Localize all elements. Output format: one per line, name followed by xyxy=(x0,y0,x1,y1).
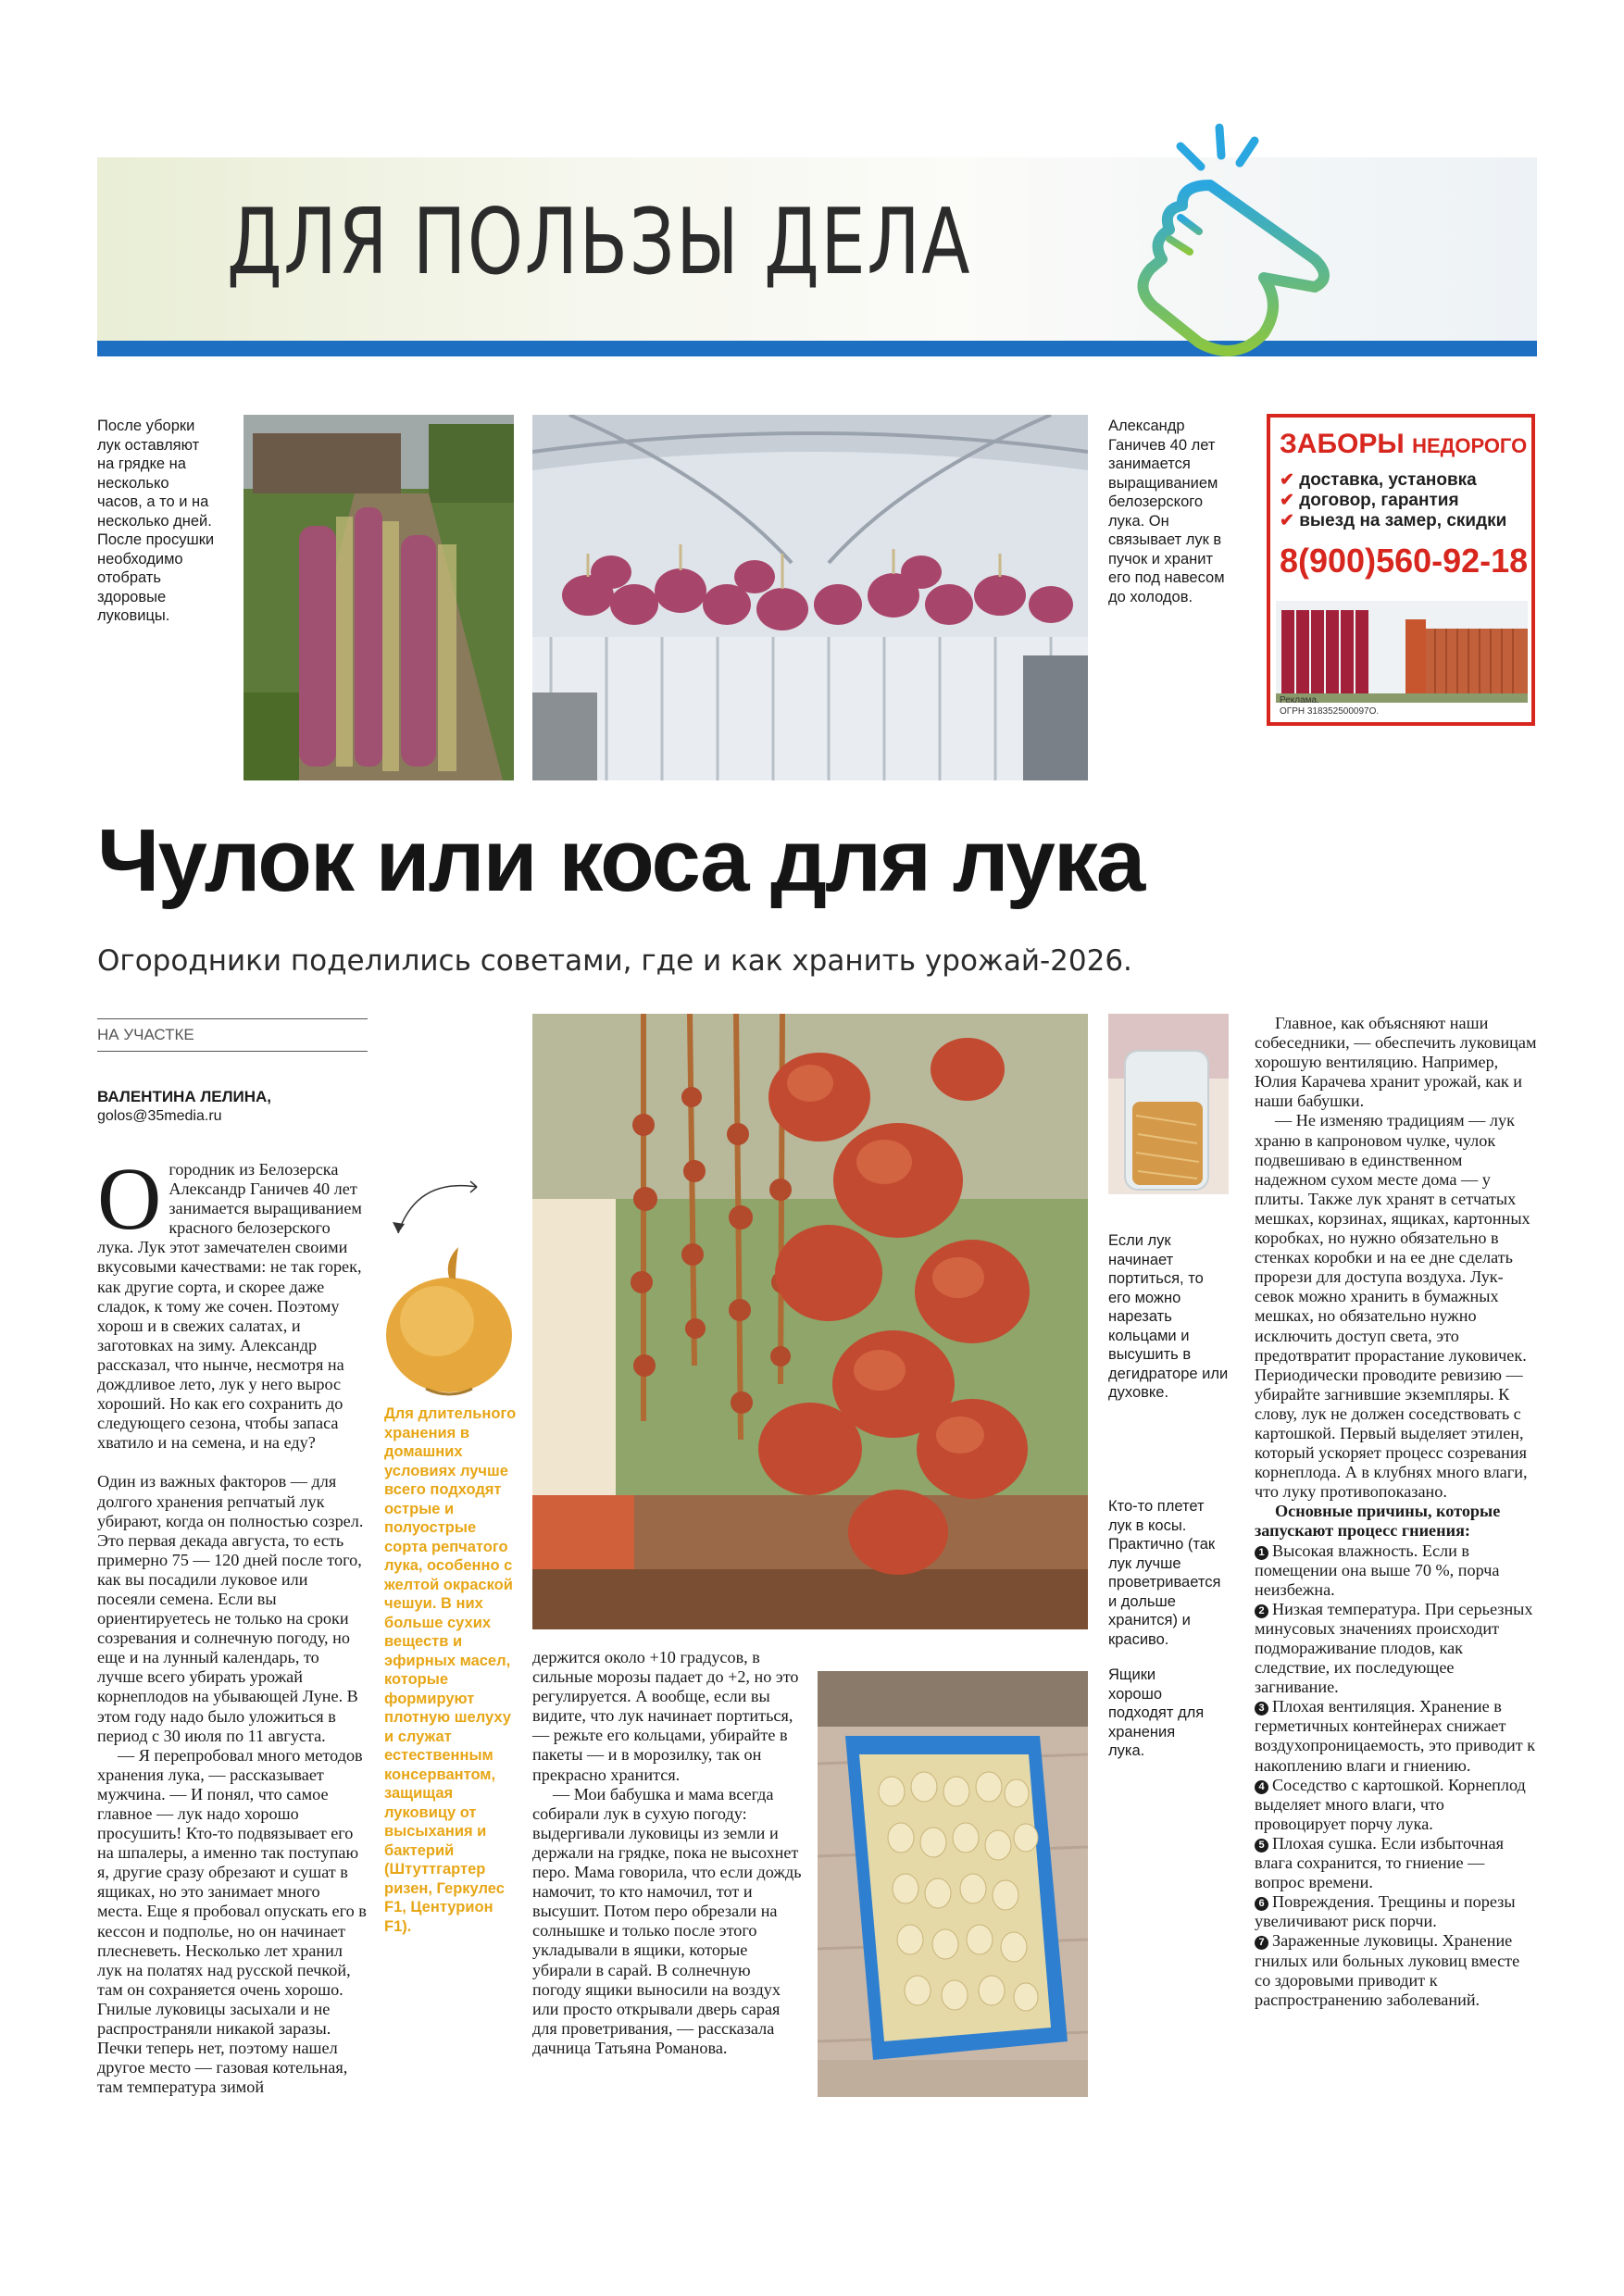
paragraph: Главное, как объясняют наши собеседники, — обеспечить луковицам хорошую вентиляцию. Например, Юлия Карачева хранит урожай, как и наши бабушки. xyxy=(1255,1014,1537,1111)
article-lede: Огородники поделились советами, где и как хранить урожай-2026. xyxy=(97,944,1132,978)
article-column-3 xyxy=(1255,1014,1537,2010)
onions-drying-field-photo xyxy=(244,415,514,780)
braids-photo-caption: Кто-то плетет лук в косы. Практично (так лук лучше проветривается и дольше хранится) и красиво. xyxy=(1108,1498,1221,1648)
ad-title-small: НЕДОРОГО xyxy=(1412,434,1528,457)
paragraph: Огородник из Белозерска Александр Ганичев 40 лет занимается выращиванием красного белозерского лука. Лук этот замечателен своими вкусовыми качествами: не так горек, как другие сорта, и скорее даже сладок, к тому же сочен. Поэтому хорош и в свежих салатах, и заготовках на зиму. Александр рассказал, что нынче, несмотря на дождливое лето, лук у него вырос хороший. Но как его сохранить до следующего сезона, чтобы запаса хватило и на семена, и на еду? xyxy=(97,1149,362,1453)
ad-item: ✔ договор, гарантия xyxy=(1280,491,1459,510)
reason-item: 4 Соседство с картошкой. Корнеплод выделяет много влаги, что провоцирует порчу лука. xyxy=(1255,1775,1526,1833)
ad-phone[interactable]: 8(900)560-92-18 xyxy=(1280,542,1529,580)
field-photo-caption: После уборки лук оставляют на грядке на несколько часов, а то и на несколько дней. После просушки необходимо отобрать здоровые луковицы. xyxy=(97,418,215,624)
paragraph: — Мои бабушка и мама всегда собирали лук в сухую погоду: выдергивали луковицы из земли и держали на грядке, пока не высохнет перо. Мама говорила, что если дождь намочит, то кто намочил, тот и высушит. Потом перо обрезали на солнышке и только после этого укладывали в ящики, которые убирали в сарай. В солнечную погоду ящики выносили на воздух или просто открывали дверь сарая для проветривания, — рассказала дачница Татьяна Романова. xyxy=(532,1784,802,2057)
reason-item: 1 Высокая влажность. Если в помещении она выше 70 %, порча неизбежна. xyxy=(1255,1541,1500,1599)
yellow-onion-illustration xyxy=(370,1168,528,1400)
ad-item: ✔ выезд на замер, скидки xyxy=(1280,511,1507,530)
crate-photo-caption: Ящики хорошо подходят для хранения лука. xyxy=(1108,1666,1205,1759)
tap-hand-icon xyxy=(1125,120,1352,361)
fence-advertisement xyxy=(1267,414,1535,726)
paragraph: держится около +10 градусов, в сильные морозы падает до +2, но это регулируется. А вообще, если вы видите, что лук начинает портиться, — режьте его кольцами, убирайте в пакеты — и в морозилку, так он прекрасно хранится. xyxy=(532,1648,799,1784)
article-column-2 xyxy=(532,1648,803,2058)
reason-item: 6 Повреждения. Трещины и порезы увеличивают риск порчи. xyxy=(1255,1892,1516,1931)
braided-onions-photo xyxy=(532,1014,1088,1629)
reason-item: 5 Плохая сушка. Если избыточная влага сохранится, то гниение — вопрос времени. xyxy=(1255,1833,1504,1892)
reason-item: 7 Зараженные луковицы. Хранение гнилых или больных луковиц вместе со здоровыми приводит к распространению заболеваний. xyxy=(1255,1931,1520,2009)
check-icon: ✔ xyxy=(1280,511,1294,530)
onion-crate-photo xyxy=(818,1671,1088,2097)
ad-title xyxy=(1280,429,1527,462)
paragraph: — Я перепробовал много методов хранения лука, — рассказывает мужчина. — И понял, что самое главное — лук надо хорошо просушить! Кто-то подвязывает его на шпалеры, а именно так поступаю я, другие сразу обрезают и сушат в ящиках, но это занимает много места. Еще я пробовал опускать его в кессон и подполье, но он начинает плесневеть. Несколько лет хранил лук на полатях над русской печкой, там он сохраняется очень хорошо. Гнилые луковицы засыхали и не распространяли никакой заразы. Печки теперь нет, поэтому нашел другое место — газовая котельная, там температура зимой xyxy=(97,1745,367,2097)
jar-photo-caption: Если лук начинает портиться, то его можно нарезать кольцами и высушить в дегидраторе или духовке. xyxy=(1108,1232,1229,1401)
ad-items xyxy=(1280,470,1506,531)
ad-title-big: ЗАБОРЫ xyxy=(1280,429,1405,459)
paragraph: — Не изменяю традициям — лук храню в капроновом чулке, чулок подвешиваю в единственном надежном сухом месте дома — у плиты. Также лук хранят в сетчатых мешках, корзинах, ящиках, картонных коробках, но нужно обязательно в стенках коробки и на ее дне сделать прорези для доступа воздуха. Лук-севок можно хранить в бумажных мешках, но обязательно нужно исключить доступ света, это предотвратит прорастание луковичек. Периодически проводите ревизию — убирайте загнившие экземпляры. К слову, лук не должен соседствовать с картошкой. Первый выделяет этилен, который ускоряет процесс созревания корнеплода. А в клубнях много влаги, что луку противопоказано. xyxy=(1255,1111,1530,1502)
onion-varieties-tip: Для длительного хранения в домашних условиях лучше всего подходят острые и полуострые сорта репчатого лука, особенно с желтой окраской чешуи. В них больше сухих веществ и эфирных масел, которые формируют плотную шелуху и служат естественным консервантом, защищая луковицу от высыхания и бактерий (Штуттгартер ризен, Геркулес F1, Центурион F1). xyxy=(384,1405,517,1935)
dried-onion-jar-photo xyxy=(1108,1014,1229,1194)
ad-item: ✔ доставка, установка xyxy=(1280,470,1477,490)
section-title: ДЛЯ ПОЛЬЗЫ ДЕЛА xyxy=(227,190,972,295)
ad-legal-note: Реклама. ОГРН 318352500097О. xyxy=(1280,695,1380,717)
reason-item: 2 Низкая температура. При серьезных минусовых значениях происходит подмораживание плодов, как следствие, их последующее загнивание. xyxy=(1255,1599,1533,1697)
paragraph: Один из важных факторов — для долгого хранения репчатый лук убирают, когда он полностью созрел. Это первая декада августа, то есть примерно 75 — 120 дней после того, как вы посадили луковое или посеяли семена. Если вы ориентируетесь не только на сроки созревания и солнечную погоду, но еще и на лунный календарь, то лучше всего убирать урожай корнеплодов на убывающей Луне. В этом году надо было уложиться в период с 30 июля по 11 августа. xyxy=(97,1472,364,1745)
drop-cap: О xyxy=(97,1149,162,1248)
article-rubric: НА УЧАСТКЕ xyxy=(97,1018,368,1052)
author-email[interactable]: golos@35media.ru xyxy=(97,1108,222,1124)
check-icon: ✔ xyxy=(1280,491,1294,510)
reason-item: 3 Плохая вентиляция. Хранение в герметичных контейнерах снижает воздухопроницаемость, это приводит к накоплению влаги и гниению. xyxy=(1255,1697,1536,1775)
fence-image xyxy=(1276,601,1528,703)
greenhouse-photo-caption: Александр Ганичев 40 лет занимается выращиванием белозерского лука. Он связывает лук в пучок и хранит его под навесом до холодов. xyxy=(1108,418,1225,605)
check-icon: ✔ xyxy=(1280,470,1294,490)
article-headline: Чулок или коса для лука xyxy=(97,811,1144,910)
reasons-title: Основные причины, которые запускают процесс гниения: xyxy=(1255,1502,1501,1541)
article-author: ВАЛЕНТИНА ЛЕЛИНА, xyxy=(97,1088,272,1105)
article-column-1 xyxy=(97,1149,368,2097)
greenhouse-hanging-onions-photo xyxy=(532,415,1088,780)
